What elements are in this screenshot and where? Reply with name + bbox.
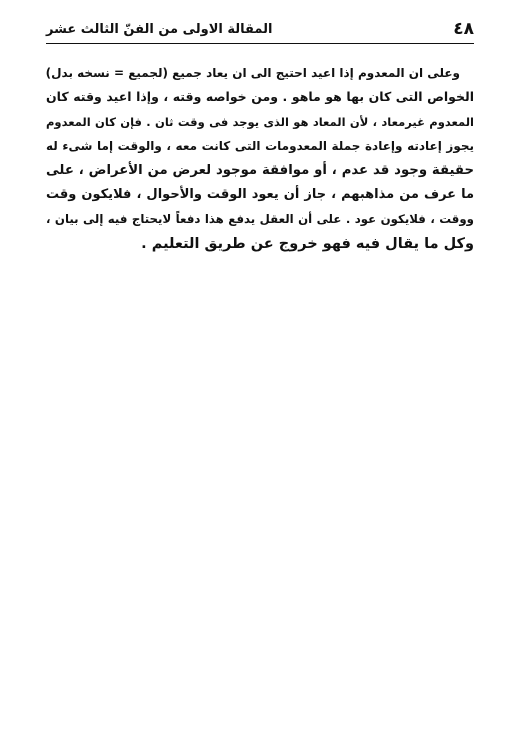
- page-header: [46, 18, 474, 42]
- text-line: وعلى ان المعدوم إذا اعيد احتيج الى ان يعاد جميع (لجميع = نسخه بدل): [46, 66, 460, 80]
- body-paragraph: [46, 61, 474, 256]
- text-line: ما عرف من مذاهبهم ، جاز أن يعود الوقت والأحوال ، فلايكون وقت: [46, 186, 474, 202]
- text-line: وكل ما يقال فيه فهو خروج عن طريق التعليم .: [141, 235, 474, 252]
- text-line: الخواص التى كان بها هو ماهو . ومن خواصه وقته ، وإذا اعيد وقته كان: [46, 89, 474, 105]
- running-title: المقالة الاولى من الفنّ الثالث عشر: [46, 22, 273, 37]
- text-line: ووقت ، فلايكون عود . على أن العقل يدفع هذا دفعاً لايحتاج فيه إلى بيان ،: [46, 212, 474, 227]
- text-line: حقيقة وجود قد عدم ، أو موافقة موجود لعرض من الأعراض ، على: [46, 162, 474, 178]
- header-divider: [46, 43, 474, 44]
- text-line: يجوز إعادته وإعادة جملة المعدومات التى كانت معه ، والوقت إما شىء له: [46, 139, 474, 154]
- text-line: المعدوم غيرمعاد ، لأن المعاد هو الذى يوجد فى وقت ثان . فإن كان المعدوم: [46, 114, 474, 129]
- page-number: ٤٨: [453, 19, 474, 39]
